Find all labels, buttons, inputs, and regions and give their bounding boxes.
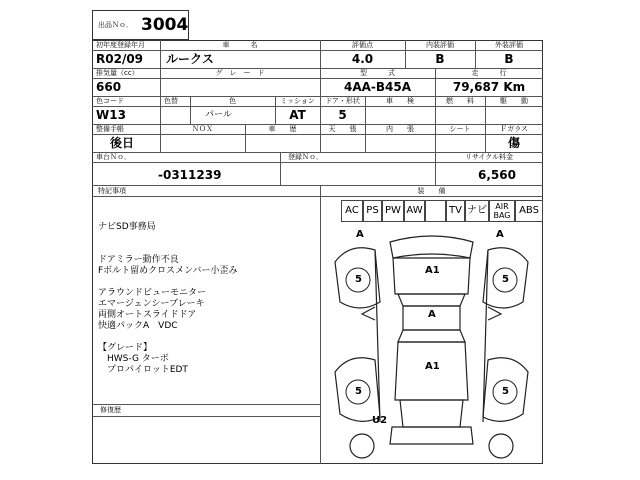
note-line: 【グレード】 xyxy=(98,343,153,353)
note-line: エマージェンシーブレーキ xyxy=(98,299,205,309)
score-value: 4.0 xyxy=(351,52,374,66)
damage-wheel-fr: 5 xyxy=(502,274,509,285)
exterior-score-value: B xyxy=(504,52,514,66)
damage-wheel-rr: 5 xyxy=(502,386,509,397)
score-label: 評価点 xyxy=(352,41,373,49)
damage-roof: A xyxy=(428,309,436,320)
nox-label: ＮＯＸ xyxy=(192,125,213,133)
grid-line xyxy=(280,152,281,185)
displacement-label: 排気量（cc） xyxy=(96,69,139,77)
note-line: ドアミラー動作不良 xyxy=(98,255,179,265)
grid-line xyxy=(92,404,320,405)
grid-line xyxy=(92,196,543,197)
door-label: ドア・形状 xyxy=(325,97,360,105)
drive-label: 駆 動 xyxy=(500,97,528,105)
exterior-score-label: 外装評価 xyxy=(495,41,523,49)
notes-section-label: 特記事項 xyxy=(98,187,126,195)
chassis-label: 車台Ｎｏ． xyxy=(96,153,131,161)
lot-box xyxy=(92,10,189,40)
name-label: 車 名 xyxy=(222,41,258,49)
equipment-section-label: 装 備 xyxy=(417,187,446,195)
fuel-label: 燃 料 xyxy=(446,97,474,105)
name-value: ルークス xyxy=(166,52,214,66)
year-label: 初年度登録年月 xyxy=(96,41,145,49)
damage-front-right: A xyxy=(496,229,504,240)
door-value: 5 xyxy=(338,108,347,122)
equip-tv: TV xyxy=(446,200,465,222)
color-code-label: 色コード xyxy=(96,97,124,105)
equip-abs: ABS xyxy=(515,200,543,222)
grade-label: グ レ ー ド xyxy=(215,69,265,77)
grid-line xyxy=(92,162,543,163)
note-line: アラウンドビューモニター xyxy=(98,288,207,298)
grid-line xyxy=(92,185,543,186)
note-line xyxy=(98,244,316,255)
recycle-label: リサイクル料金 xyxy=(464,153,514,161)
note-line xyxy=(98,233,316,244)
recycle-value: 6,560 xyxy=(478,168,516,182)
damage-front-left: A xyxy=(356,229,364,240)
note-line xyxy=(98,277,316,288)
equip-ac: AC xyxy=(341,200,363,222)
damage-rear: A1 xyxy=(425,361,440,372)
interior-score-value: B xyxy=(435,52,445,66)
mission-label: ミッション xyxy=(280,97,315,105)
model-value: 4AA-B45A xyxy=(343,80,412,94)
interior-score-label: 内装評価 xyxy=(426,41,454,49)
displacement-value: 660 xyxy=(96,80,122,94)
maintenance-value: 後日 xyxy=(110,136,135,150)
glass-value: 傷 xyxy=(507,136,520,150)
note-line: HWS-G ターボ xyxy=(98,354,169,364)
note-line: ナビSD事務局 xyxy=(98,222,156,232)
year-value: R02/09 xyxy=(96,52,144,66)
note-line: Fボルト留めクロスメンバー小歪み xyxy=(98,266,238,276)
damage-bumper: U2 xyxy=(372,415,388,426)
chassis-value: -0311239 xyxy=(158,168,222,182)
mileage-label: 走 行 xyxy=(471,69,507,77)
grid-line xyxy=(160,96,161,124)
ceiling-label: 天 張 xyxy=(328,125,357,133)
car-diagram xyxy=(320,222,543,464)
note-line xyxy=(98,332,316,343)
model-label: 型 式 xyxy=(360,69,395,77)
equip-navi: ナビ xyxy=(465,200,489,222)
color-change-label: 色替 xyxy=(164,97,178,105)
mission-value: AT xyxy=(289,108,306,122)
damage-hood: A1 xyxy=(425,265,440,276)
color-label: 色 xyxy=(229,97,236,105)
lot-number: 3004 xyxy=(141,15,189,35)
color-code-value: W13 xyxy=(96,108,126,122)
grid-line xyxy=(92,416,320,417)
note-line: 快適パックA VDC xyxy=(98,321,178,331)
inner-panel-label: 内 張 xyxy=(386,125,414,133)
mileage-value: 79,687 Km xyxy=(452,80,526,94)
registration-label: 登録Ｎｏ． xyxy=(288,153,323,161)
equip-airbag: AIR BAG xyxy=(489,200,515,222)
equip-blank xyxy=(425,200,446,222)
history-label: 車 歴 xyxy=(268,125,297,133)
maintenance-label: 整備手帳 xyxy=(96,125,124,133)
color-value: パール xyxy=(205,110,232,120)
damage-wheel-rl: 5 xyxy=(355,386,362,397)
equip-aw: AW xyxy=(404,200,425,222)
glass-label: Ｆガラス xyxy=(500,125,528,133)
note-line: 両側オートスライドドア xyxy=(98,310,197,320)
inspection-label: 車 検 xyxy=(386,97,414,105)
note-line: プロパイロットEDT xyxy=(98,365,188,375)
seat-label: シート xyxy=(449,125,471,133)
repair-section-label: 修復歴 xyxy=(100,406,121,414)
notes-list xyxy=(98,222,316,376)
damage-wheel-fl: 5 xyxy=(355,274,362,285)
equip-ps: PS xyxy=(363,200,382,222)
lot-label: 出品Ｎｏ． xyxy=(98,21,133,29)
equip-pw: PW xyxy=(382,200,404,222)
